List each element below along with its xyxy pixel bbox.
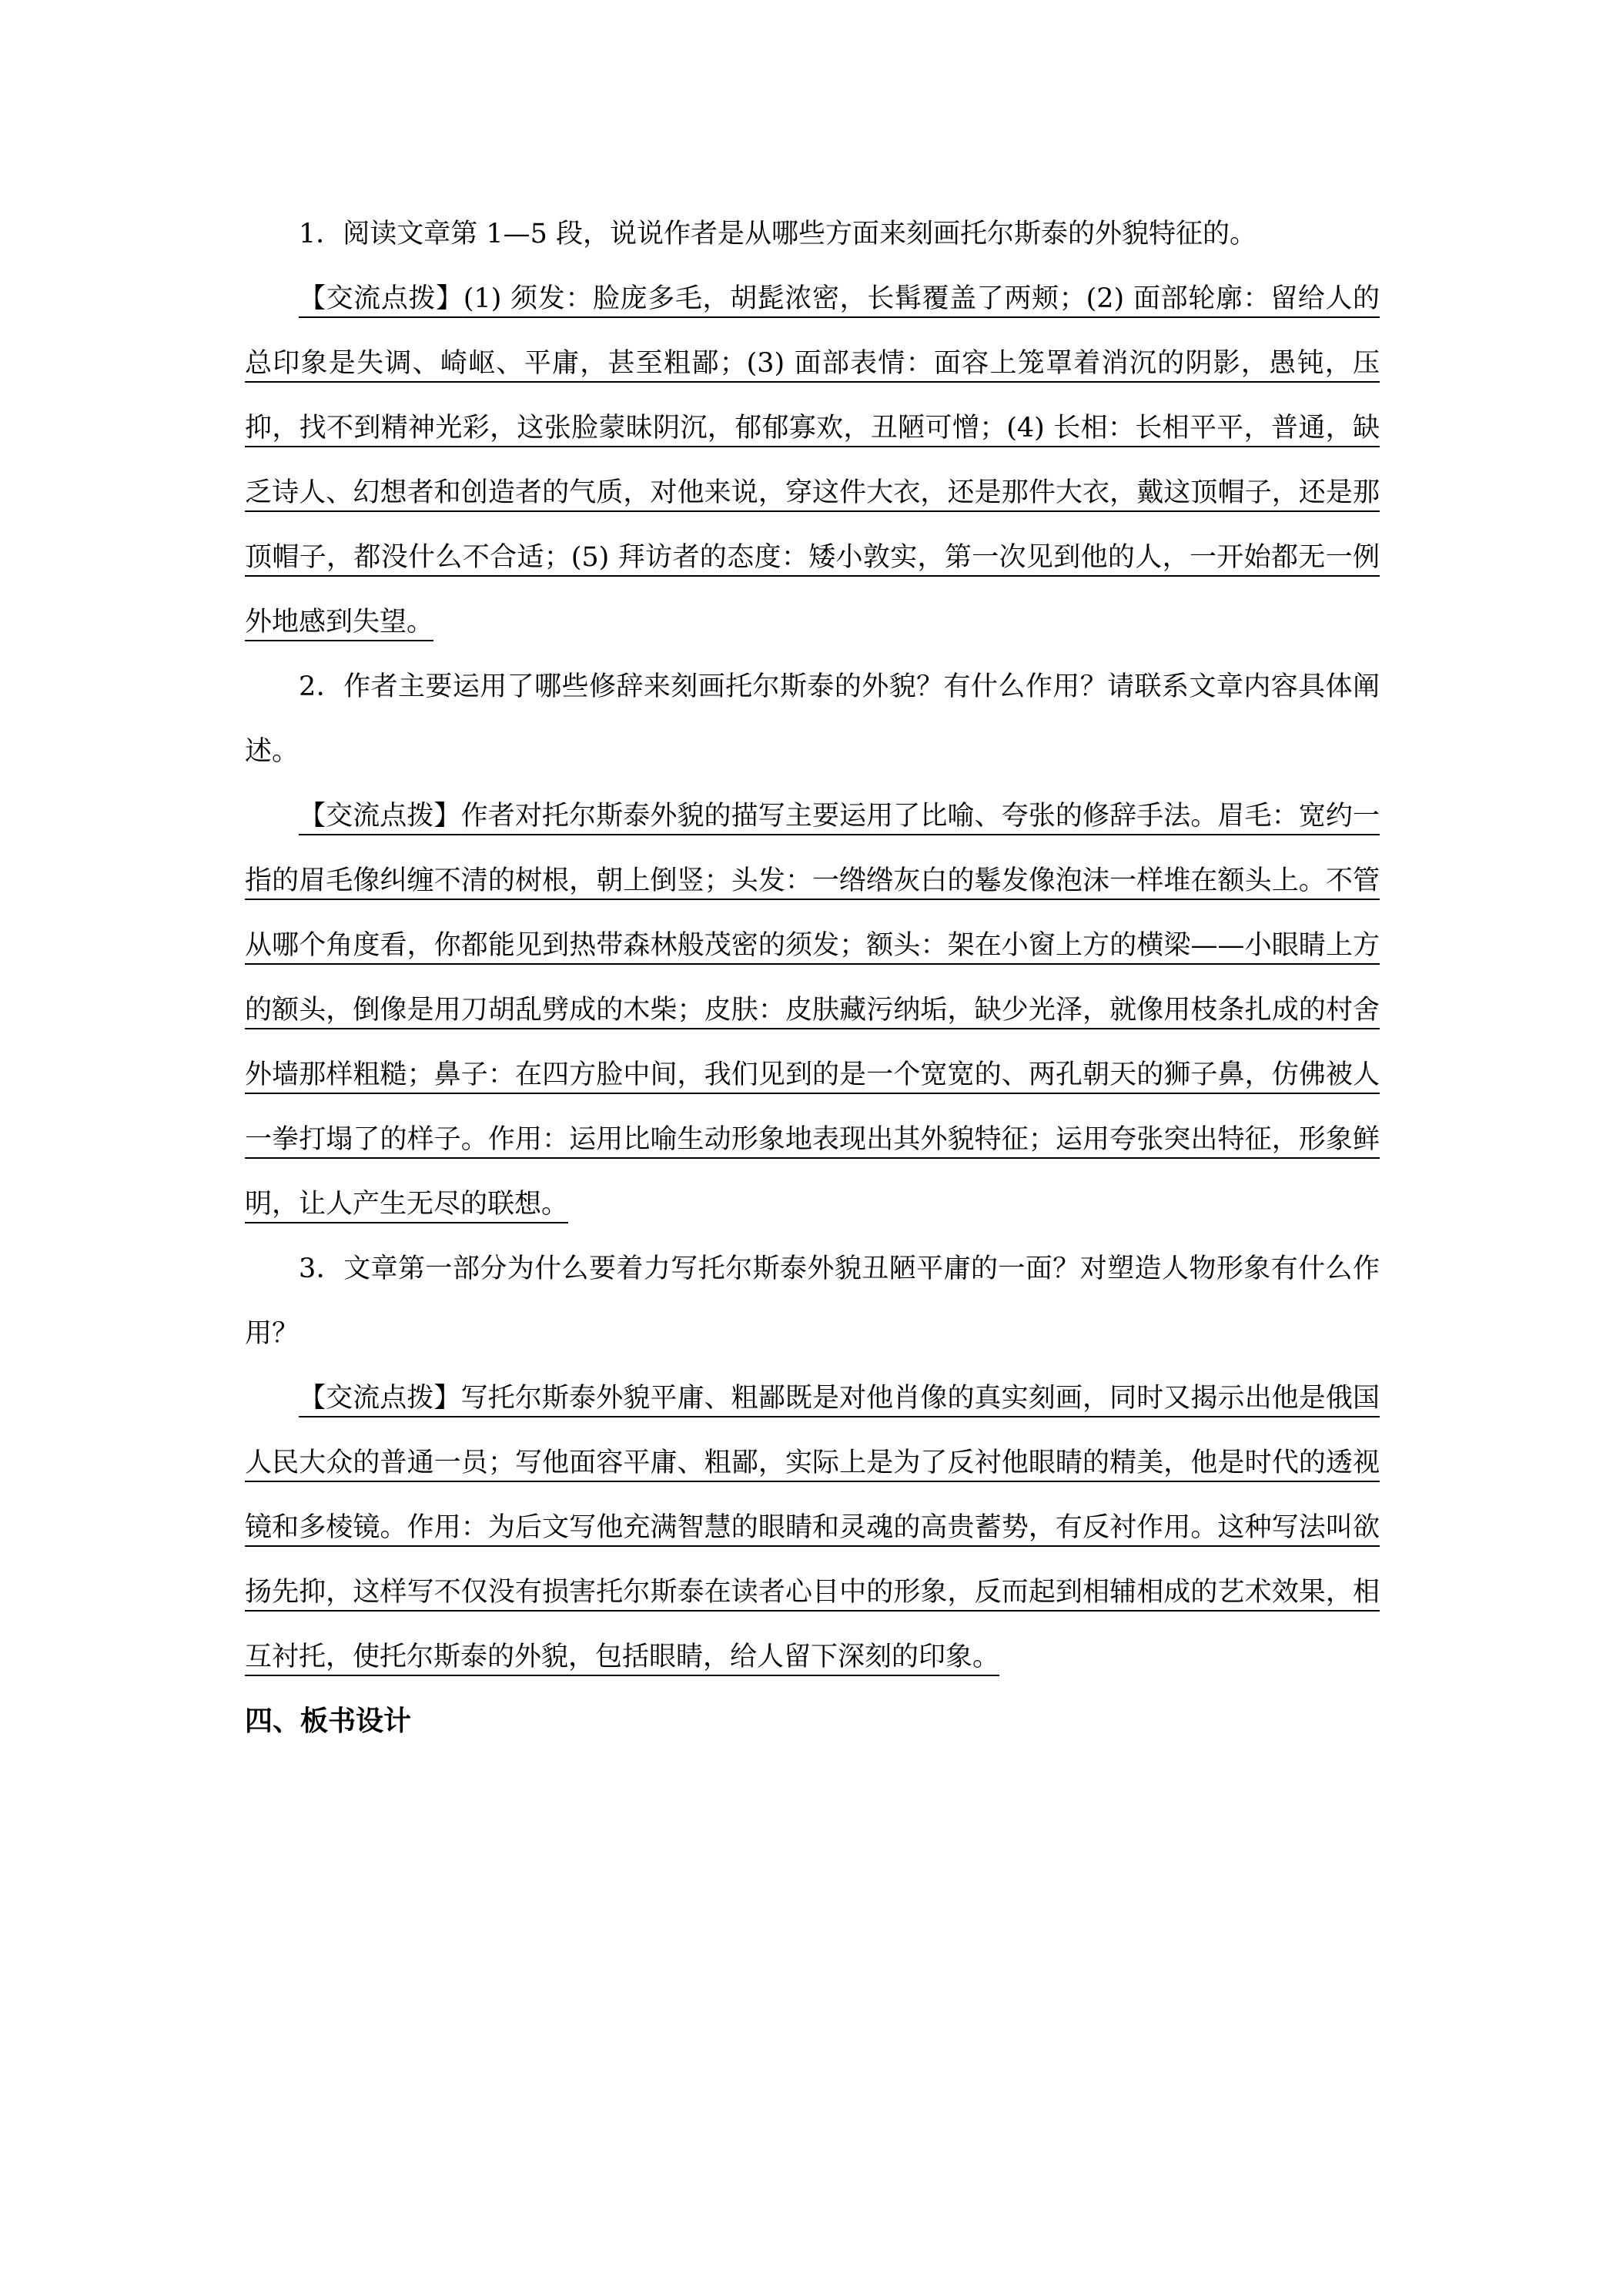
question-1: 1．阅读文章第 1—5 段，说说作者是从哪些方面来刻画托尔斯泰的外貌特征的。 (299, 219, 1257, 249)
section-heading: 四、板书设计 (245, 1705, 412, 1737)
answer-1-body: (1) 须发：脸庞多毛，胡髭浓密，长髯覆盖了两颊；(2) 面部轮廓：留给人的总印象是失调、崎岖、平庸，甚至粗鄙；(3) 面部表情：面容上笼罩着消沉的阴影，愚钝，压抑，找不到精神光彩，这张脸蒙昧阴沉，郁郁寡欢，丑陋可憎；(4) 长相：长相平平，普通，缺乏诗人、幻想者和创造者的气质，对他来说，穿这件大衣，还是那件大衣，戴这顶帽子，还是那顶帽子，都没什么不合适；(5) 拜访者的态度：矮小敦实，第一次见到他的人，一开始都无一例外地感到失望。 (245, 283, 1380, 638)
answer-3-body: 写托尔斯泰外貌平庸、粗鄙既是对他肖像的真实刻画，同时又揭示出他是俄国人民大众的普通一员；写他面容平庸、粗鄙，实际上是为了反衬他眼睛的精美，他是时代的透视镜和多棱镜。作用：为后文写他充满智慧的眼睛和灵魂的高贵蓄势，有反衬作用。这种写法叫欲扬先抑，这样写不仅没有损害托尔斯泰在读者心目中的形象，反而起到相辅相成的艺术效果，相互衬托，使托尔斯泰的外貌，包括眼睛，给人留下深刻的印象。 (245, 1383, 1380, 1672)
answer-1-tag: 【交流点拨】 (299, 283, 463, 314)
answer-2-body: 作者对托尔斯泰外貌的描写主要运用了比喻、夸张的修辞手法。眉毛：宽约一指的眉毛像纠缠不清的树根，朝上倒竖；头发：一绺绺灰白的鬈发像泡沫一样堆在额头上。不管从哪个角度看，你都能见到热带森林般茂密的须发；额头：架在小窗上方的横梁——小眼睛上方的额头，倒像是用刀胡乱劈成的木柴；皮肤：皮肤藏污纳垢，缺少光泽，就像用枝条扎成的村舍外墙那样粗糙；鼻子：在四方脸中间，我们见到的是一个宽宽的、两孔朝天的狮子鼻，仿佛被人一拳打塌了的样子。作用：运用比喻生动形象地表现出其外貌特征；运用夸张突出特征，形象鲜明，让人产生无尽的联想。 (245, 801, 1380, 1220)
answer-2-tag: 【交流点拨】 (299, 801, 461, 832)
page-content (245, 202, 1380, 1754)
answer-3-tag: 【交流点拨】 (299, 1383, 461, 1414)
answer-3 (245, 1366, 1380, 1689)
question-3: 3．文章第一部分为什么要着力写托尔斯泰外貌丑陋平庸的一面？对塑造人物形象有什么作用？ (245, 1253, 1380, 1349)
answer-1 (245, 266, 1380, 654)
answer-2 (245, 784, 1380, 1237)
question-2: 2．作者主要运用了哪些修辞来刻画托尔斯泰的外貌？有什么作用？请联系文章内容具体阐述。 (245, 671, 1380, 767)
